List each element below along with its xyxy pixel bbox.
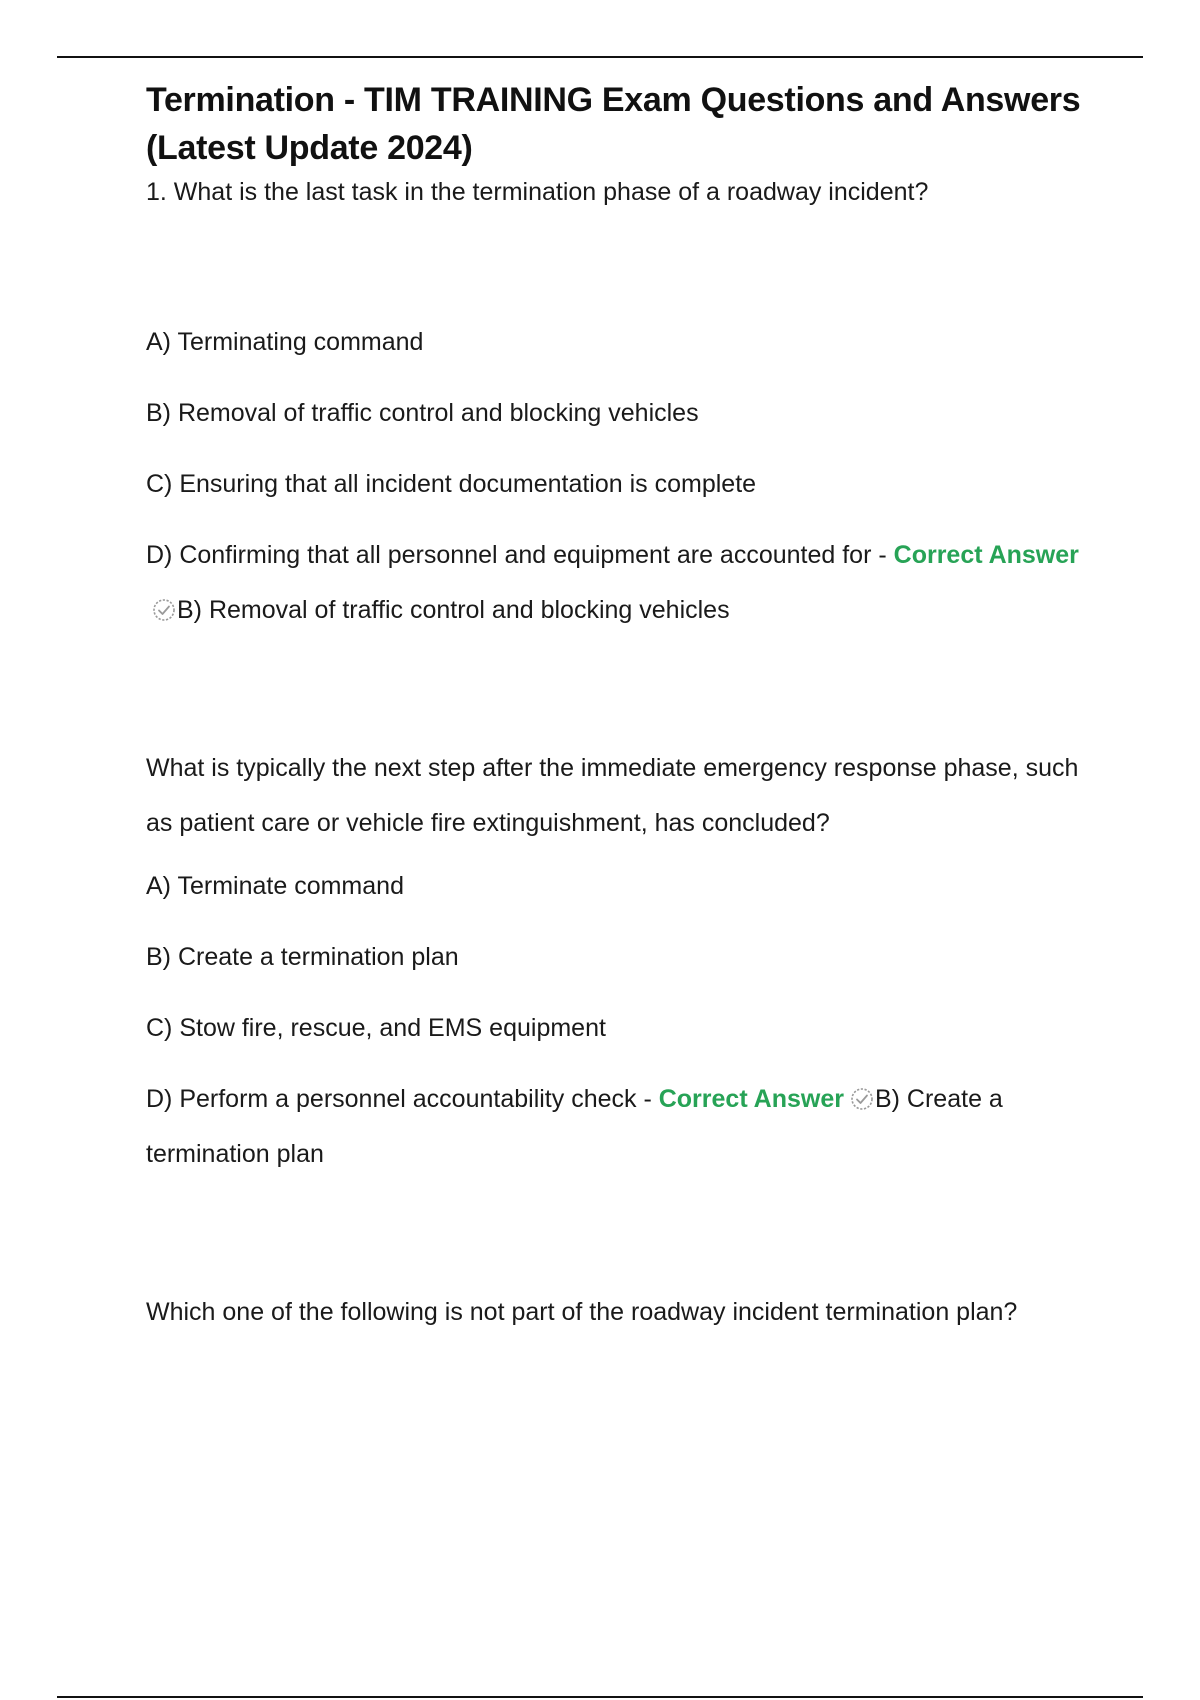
correct-answer-label: Correct Answer (658, 1085, 844, 1113)
correct-answer-label: Correct Answer (893, 541, 1079, 569)
document-body (146, 76, 1086, 1340)
question-2 (146, 741, 1086, 1182)
top-rule (57, 56, 1143, 58)
question-1-option-d-with-answer (146, 528, 1086, 638)
question-1-option-a: A) Terminating command (146, 328, 424, 356)
question-3 (146, 1285, 1086, 1340)
question-2-option-c: C) Stow fire, rescue, and EMS equipment (146, 1014, 606, 1042)
document-title: Termination - TIM TRAINING Exam Questions and Answers (Latest Update 2024) (146, 81, 1081, 167)
question-2-text: What is typically the next step after the immediate emergency response phase, such as patient care or vehicle fire extinguishment, has concluded? (146, 754, 1079, 837)
question-1-text: 1. What is the last task in the termination phase of a roadway incident? (146, 178, 929, 206)
question-2-option-b: B) Create a termination plan (146, 943, 459, 971)
bottom-rule (57, 1696, 1143, 1698)
question-2-option-d: D) Perform a personnel accountability check - (146, 1085, 659, 1113)
question-1-option-d: D) Confirming that all personnel and equipment are accounted for - (146, 541, 894, 569)
check-circle-icon (152, 587, 176, 611)
question-2-answer: B) Create a termination plan (146, 1085, 1003, 1168)
question-1-answer: B) Removal of traffic control and blocking vehicles (177, 596, 730, 624)
question-3-text: Which one of the following is not part of the roadway incident termination plan? (146, 1298, 1018, 1326)
question-2-option-d-with-answer (146, 1072, 1086, 1182)
question-1-option-c: C) Ensuring that all incident documentation is complete (146, 470, 757, 498)
question-1 (146, 172, 1086, 638)
question-2-option-a: A) Terminate command (146, 872, 404, 900)
question-1-option-b: B) Removal of traffic control and blocking vehicles (146, 399, 699, 427)
check-circle-icon (850, 1076, 874, 1100)
